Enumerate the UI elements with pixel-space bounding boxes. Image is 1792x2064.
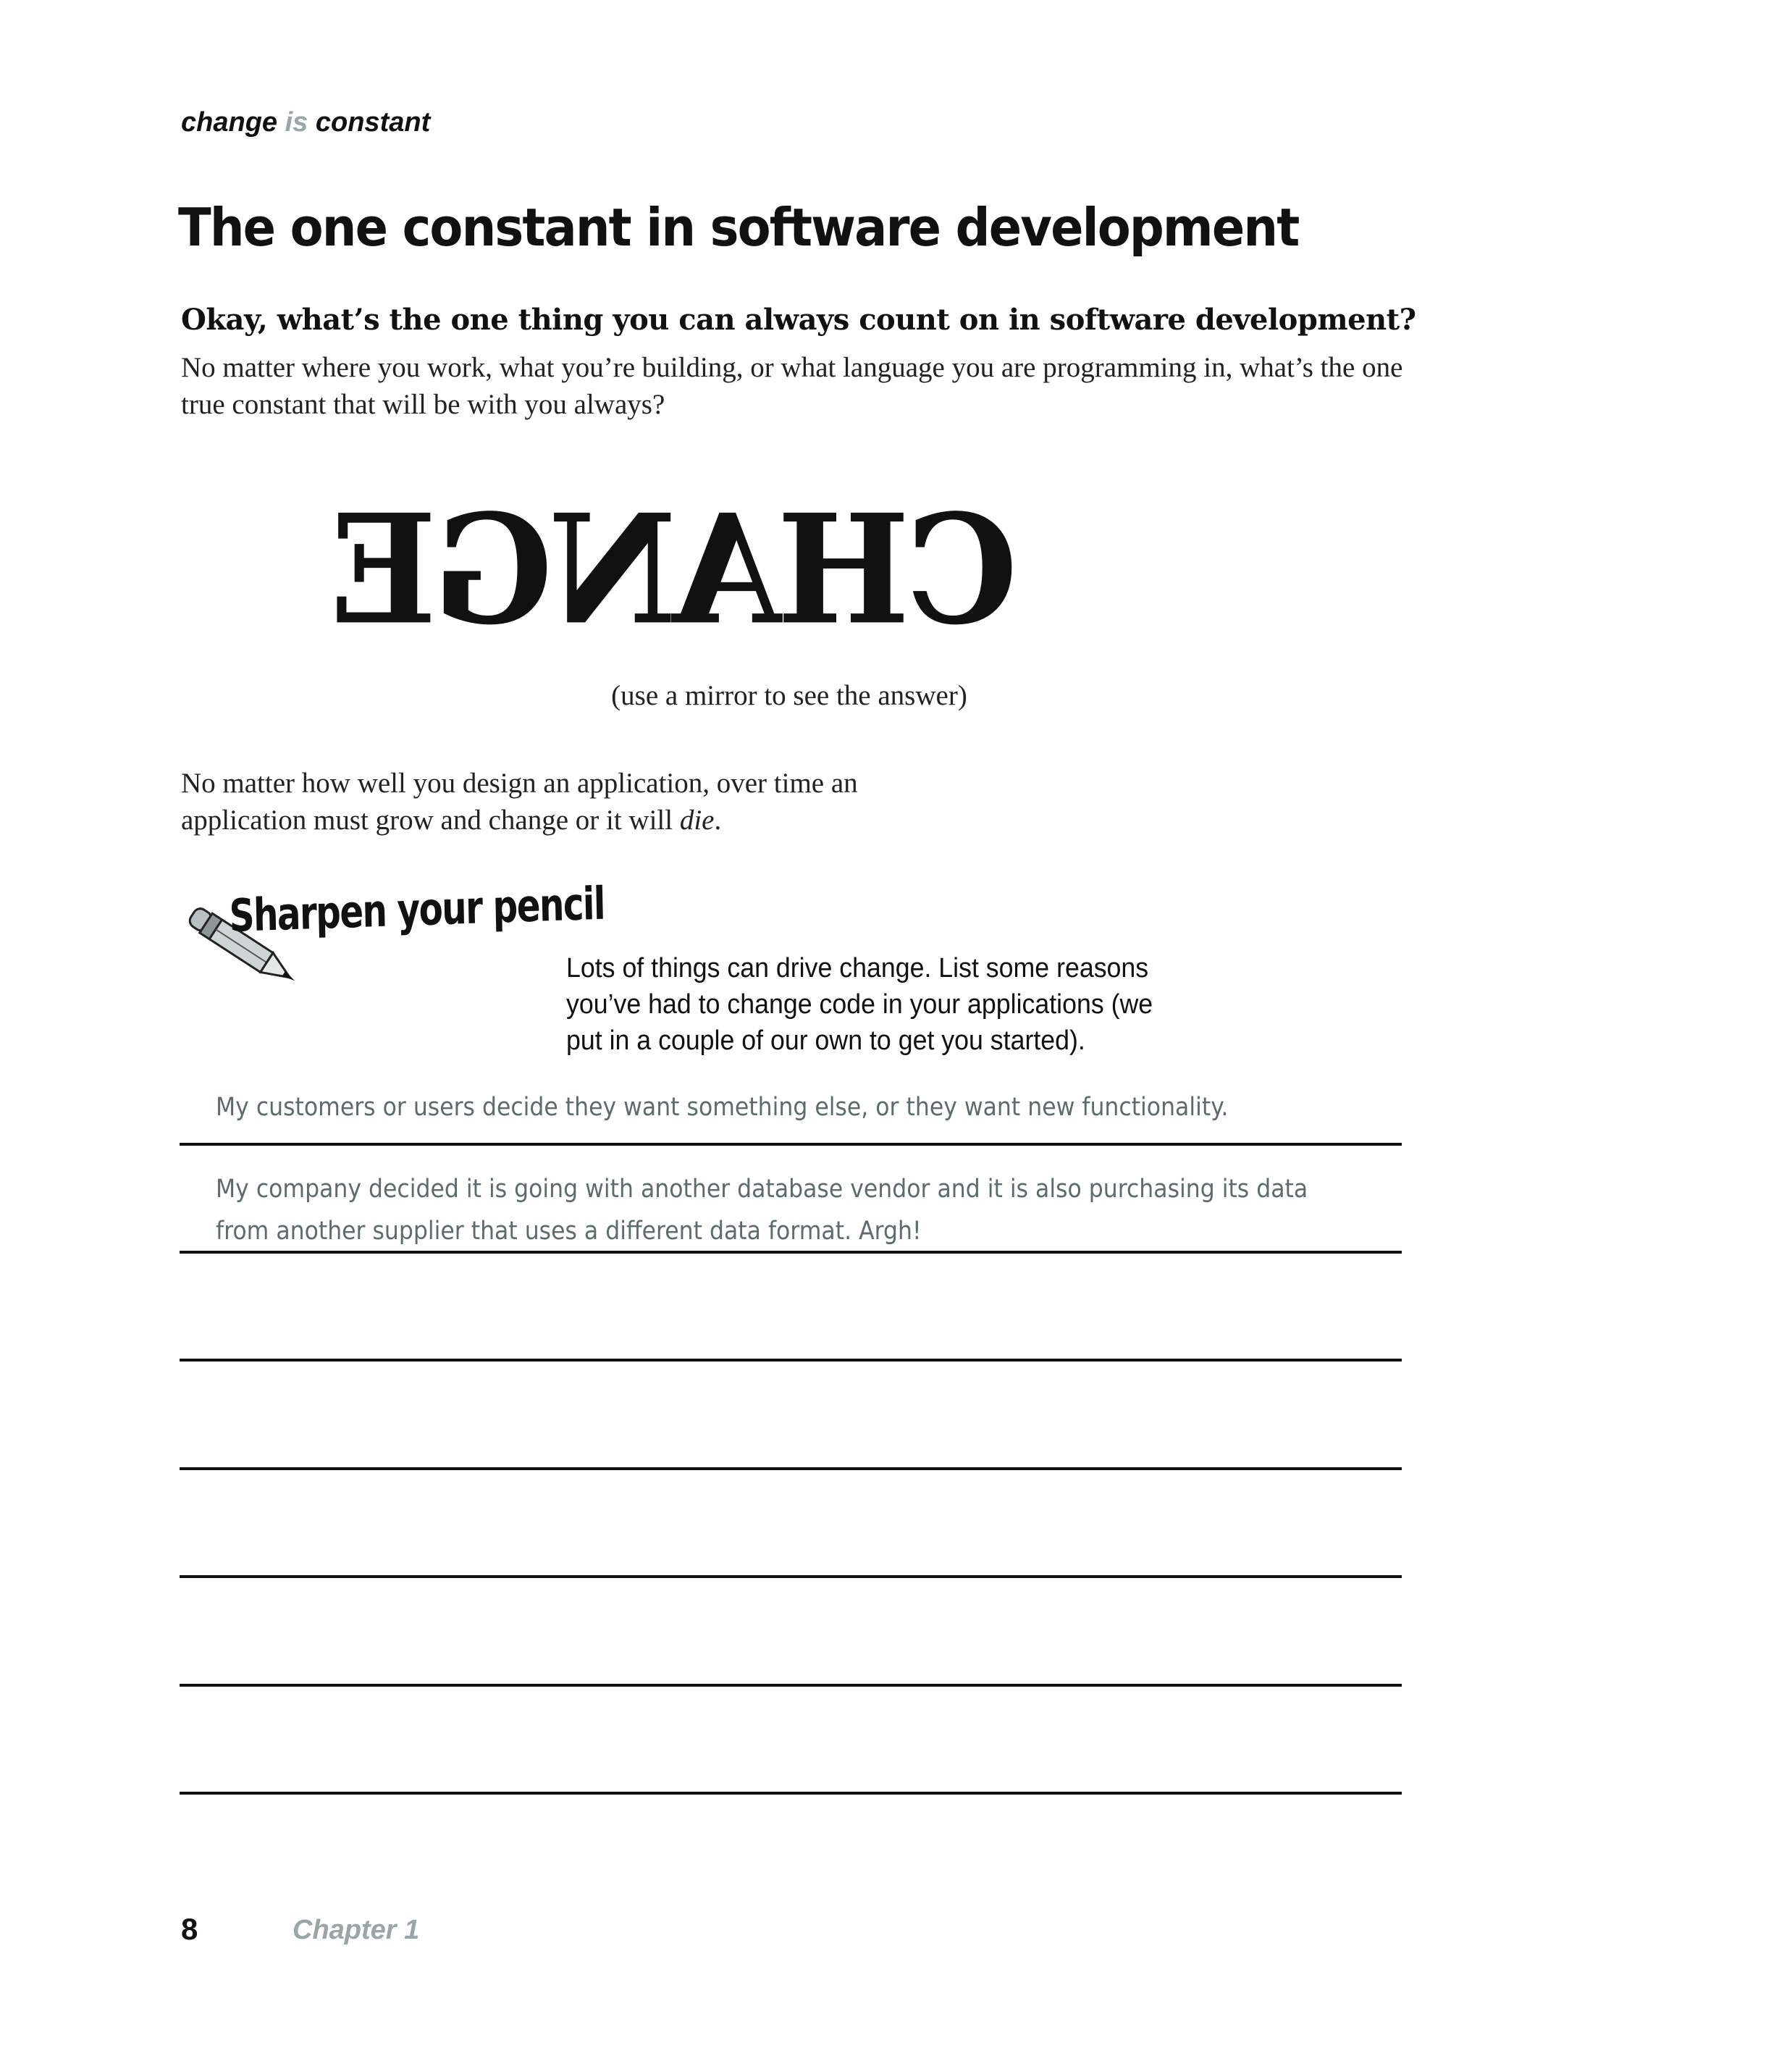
answer-line-6 xyxy=(180,1684,1402,1687)
answer-line-1 xyxy=(180,1143,1402,1146)
mirrored-answer: CHANGE xyxy=(334,481,1018,658)
page-number: 8 xyxy=(181,1912,198,1946)
mirror-note: (use a mirror to see the answer) xyxy=(611,680,967,711)
chapter-label: Chapter 1 xyxy=(293,1915,420,1945)
answer-line-2 xyxy=(180,1251,1402,1254)
body-paragraph xyxy=(181,765,977,839)
answer-line-4 xyxy=(180,1467,1402,1470)
body-text-end: . xyxy=(714,805,722,836)
body-text-start: No matter how well you design an application, over time an application must grow and change or it will xyxy=(181,768,858,836)
page-title: The one constant in software development xyxy=(178,197,1299,258)
answer-line-5 xyxy=(180,1575,1402,1578)
body-emphasis: die xyxy=(679,805,715,836)
running-head-constant: constant xyxy=(315,107,431,138)
answer-line-7 xyxy=(180,1792,1402,1795)
running-head-change: change xyxy=(181,107,278,138)
exercise-instructions: Lots of things can drive change. List some reasons you’ve had to change code in your applications (we put in a couple of our own to get you started). xyxy=(566,953,1153,1056)
subheading: Okay, what’s the one thing you can always count on in software development? xyxy=(181,303,1416,337)
running-head-is: is xyxy=(285,107,308,138)
sharpen-pencil-title: Sharpen your pencil xyxy=(229,876,605,942)
sample-answer-2: My company decided it is going with another database vendor and it is also purchasing its data from another supplier that uses a different data format. Argh! xyxy=(216,1175,1308,1246)
running-head xyxy=(181,107,430,138)
sample-answer-1: My customers or users decide they want something else, or they want new functionality. xyxy=(216,1093,1229,1122)
answer-line-3 xyxy=(180,1359,1402,1362)
intro-paragraph: No matter where you work, what you’re building, or what language you are programming in, what’s the one true constant that will be with you always? xyxy=(181,352,1403,420)
